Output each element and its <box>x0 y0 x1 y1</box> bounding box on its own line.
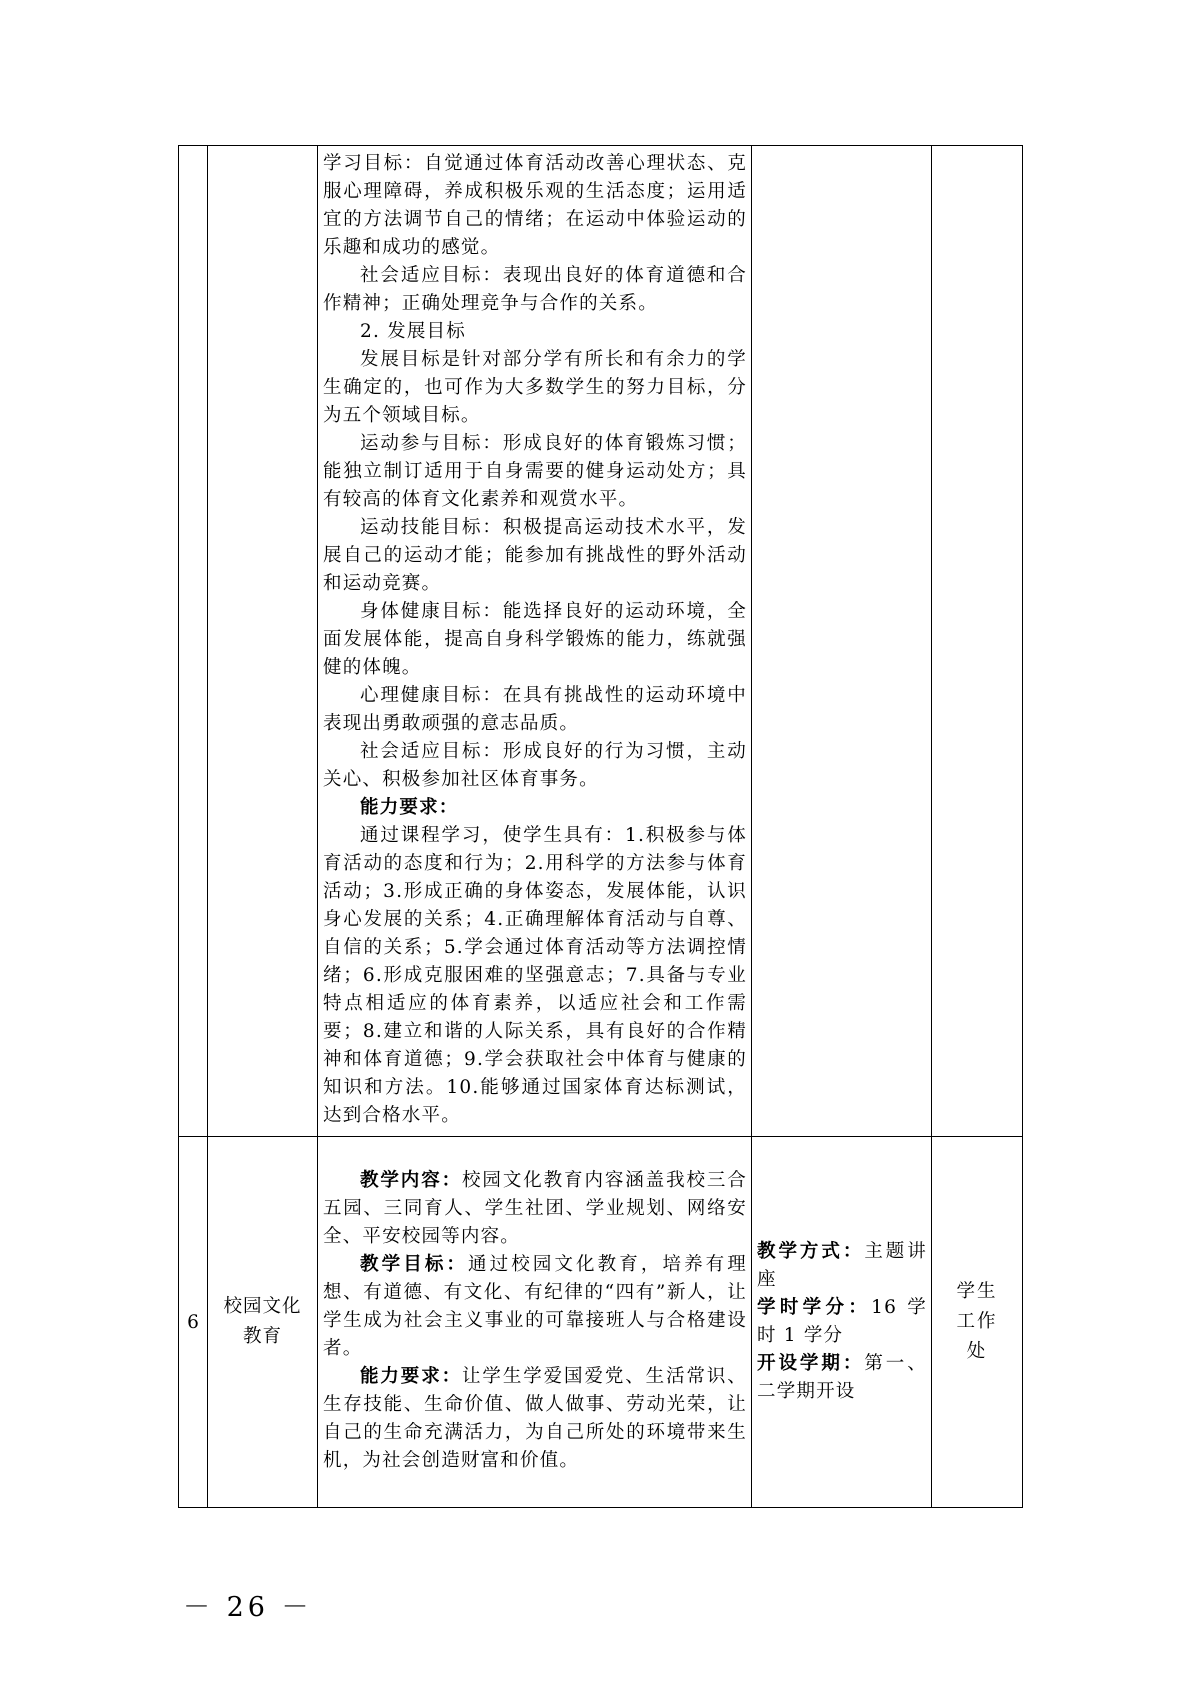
hours-credits <box>757 1294 927 1350</box>
page-number: － 26 － <box>183 1592 313 1623</box>
teaching-method <box>757 1238 927 1294</box>
hours-credits-value: 16 学时 1 学分 <box>757 1297 927 1346</box>
skill-goal-paragraph: 运动技能目标：积极提高运动技术水平，发展自己的运动才能；能参加有挑战性的野外活动和运动竞赛。 <box>323 517 747 594</box>
ability-paragraph: 通过课程学习，使学生具有：1.积极参与体育活动的态度和行为；2.用科学的方法参与体育活动；3.形成正确的身体姿态，发展体能，认识身心发展的关系；4.正确理解体育活动与自尊、自信的关系；5.学会通过体育活动等方法调控情绪；6.形成克服困难的坚强意志；7.具备与专业特点相适应的体育素养，以适应社会和工作需要；8.建立和谐的人际关系，具有良好的合作精神和体育道德；9.学会获取社会中体育与健康的知识和方法。10.能够通过国家体育达标测试，达到合格水平。 <box>323 825 747 1126</box>
teaching-content-paragraph <box>323 1167 747 1251</box>
teaching-method-label: 教学方式： <box>757 1241 865 1262</box>
row-number: 6 <box>187 1311 199 1333</box>
teaching-goal-paragraph <box>323 1251 747 1363</box>
development-goal-intro: 发展目标是针对部分学有所长和有余力的学生确定的，也可作为大多数学生的努力目标，分为五个领域目标。 <box>323 349 747 426</box>
content-cell <box>318 146 752 1137</box>
teaching-content-text: 校园文化教育内容涵盖我校三合五园、三同育人、学生社团、学业规划、网络安全、平安校园等内容。 <box>323 1170 747 1247</box>
social-goal-paragraph: 社会适应目标：表现出良好的体育道德和合作精神；正确处理竞争与合作的关系。 <box>323 265 747 314</box>
ability-requirement-text: 让学生学爱国爱党、生活常识、生存技能、生命价值、做人做事、劳动光荣，让自己的生命充满活力，为自己所处的环境带来生机，为社会创造财富和价值。 <box>323 1366 747 1471</box>
course-name-cell <box>208 1137 318 1508</box>
method-cell <box>752 146 932 1137</box>
department-cell <box>932 146 1023 1137</box>
offering-term <box>757 1350 927 1406</box>
ability-requirement-paragraph <box>323 1363 747 1475</box>
learning-goal-paragraph: 学习目标：自觉通过体育活动改善心理状态、克服心理障碍，养成积极乐观的生活态度；运用适宜的方法调节自己的情绪；在运动中体验运动的乐趣和成功的感觉。 <box>323 153 747 258</box>
table-row-6 <box>179 1137 1023 1508</box>
content-cell <box>318 1137 752 1508</box>
course-table <box>178 145 1023 1508</box>
department-name: 学生工作处 <box>956 1281 998 1362</box>
teaching-goal-text: 通过校园文化教育，培养有理想、有道德、有文化、有纪律的“四有”新人，让学生成为社会主义事业的可靠接班人与合格建设者。 <box>323 1254 747 1359</box>
number-cell <box>179 1137 208 1508</box>
method-cell <box>752 1137 932 1508</box>
physical-health-goal-paragraph: 身体健康目标：能选择良好的运动环境，全面发展体能，提高自身科学锻炼的能力，练就强健的体魄。 <box>323 601 747 678</box>
offering-term-value: 第一、二学期开设 <box>757 1353 927 1402</box>
course-name: 校园文化教育 <box>223 1296 302 1347</box>
hours-credits-label: 学时学分： <box>757 1297 872 1318</box>
social-adaptation-goal-paragraph: 社会适应目标：形成良好的行为习惯，主动关心、积极参加社区体育事务。 <box>323 741 747 790</box>
participation-goal-paragraph: 运动参与目标：形成良好的体育锻炼习惯；能独立制订适用于自身需要的健身运动处方；具有较高的体育文化素养和观赏水平。 <box>323 433 747 510</box>
teaching-method-value: 主题讲座 <box>757 1241 927 1290</box>
ability-heading: 能力要求： <box>360 797 459 818</box>
teaching-content-label: 教学内容： <box>360 1170 463 1191</box>
course-name-cell <box>208 146 318 1137</box>
table-row-continued <box>179 146 1023 1137</box>
number-cell <box>179 146 208 1137</box>
offering-term-label: 开设学期： <box>757 1353 865 1374</box>
department-cell <box>932 1137 1023 1508</box>
mental-health-goal-paragraph: 心理健康目标：在具有挑战性的运动环境中表现出勇敢顽强的意志品质。 <box>323 685 747 734</box>
ability-requirement-label: 能力要求： <box>360 1366 463 1387</box>
development-goal-heading: 2. 发展目标 <box>360 321 466 342</box>
teaching-goal-label: 教学目标： <box>360 1254 469 1275</box>
